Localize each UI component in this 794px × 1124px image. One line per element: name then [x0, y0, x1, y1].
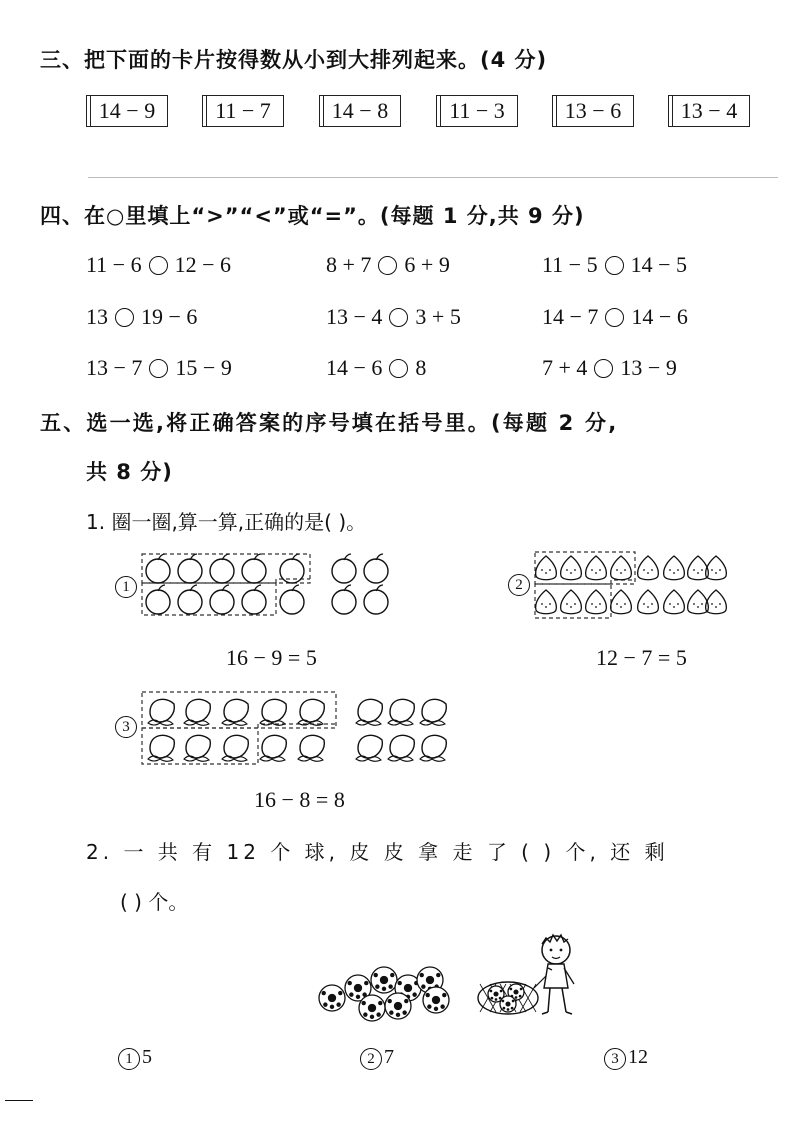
apple-icon — [210, 554, 234, 583]
comparison-item — [86, 355, 326, 381]
right-expr: 3 + 5 — [415, 304, 461, 329]
pear-icon — [706, 556, 727, 580]
pear-icon — [611, 556, 632, 580]
answer-circle[interactable] — [378, 256, 397, 275]
answer-circle[interactable] — [115, 308, 134, 327]
comparison-item — [542, 355, 677, 381]
peach-icon — [356, 699, 382, 725]
peach-icon — [260, 699, 286, 725]
pear-icon — [536, 590, 557, 614]
soccer-ball-icon — [423, 987, 449, 1013]
pear-icon — [536, 556, 557, 580]
apple-icon — [210, 585, 234, 614]
answer-circle[interactable] — [605, 256, 624, 275]
section-5-title: 五、选一选,将正确答案的序号填在括号里。(每题 2 分, — [40, 411, 619, 435]
apple-icon — [364, 554, 388, 583]
pear-icon — [664, 556, 685, 580]
soccer-ball-icon — [359, 995, 385, 1021]
section-4-title: 四、在○里填上“>”“<”或“=”。(每题 1 分,共 9 分) — [40, 204, 585, 228]
apple-icon — [242, 554, 266, 583]
apple-icon — [146, 585, 170, 614]
pear-icon — [561, 556, 582, 580]
left-expr: 7 + 4 — [542, 355, 588, 380]
peach-icon — [298, 735, 324, 761]
peach-icon — [356, 735, 382, 761]
answer-circle[interactable] — [149, 256, 168, 275]
card-1[interactable]: 14 − 9 — [86, 95, 168, 127]
pear-icon — [688, 590, 709, 614]
right-expr: 19 − 6 — [141, 304, 198, 329]
section-divider — [88, 177, 778, 178]
peach-icon — [420, 699, 446, 725]
option-2-equation: 12 − 7 = 5 — [596, 645, 687, 670]
choice-1-value: 5 — [142, 1046, 152, 1068]
soccer-ball-icon — [500, 996, 516, 1012]
peach-icon — [148, 699, 174, 725]
answer-circle[interactable] — [389, 359, 408, 378]
card-5[interactable]: 13 − 6 — [552, 95, 634, 127]
apple-icon — [332, 585, 356, 614]
peach-icon — [388, 735, 414, 761]
pear-icon — [688, 556, 709, 580]
section-5-title-cont: 共 8 分) — [86, 460, 173, 484]
answer-circle[interactable] — [605, 308, 624, 327]
right-expr: 14 − 5 — [630, 252, 688, 277]
answer-circle[interactable] — [389, 308, 408, 327]
comparison-row-1 — [86, 252, 687, 278]
comparison-item — [326, 355, 542, 381]
comparison-row-3 — [86, 355, 677, 381]
card-3[interactable]: 14 − 8 — [319, 95, 401, 127]
option-3-equation: 16 − 8 = 8 — [254, 787, 345, 812]
apple-icon — [242, 585, 266, 614]
choice-2-marker: 2 — [360, 1048, 382, 1070]
choice-3-value: 12 — [628, 1046, 648, 1068]
comparison-item — [542, 304, 688, 330]
pear-icon — [586, 556, 607, 580]
peach-icon — [260, 735, 286, 761]
soccer-balls-illustration — [312, 930, 592, 1020]
apple-icon — [332, 554, 356, 583]
peach-icon — [184, 699, 210, 725]
comparison-row-2 — [86, 304, 688, 330]
option-1-equation: 16 − 9 = 5 — [226, 645, 317, 670]
right-expr: 12 − 6 — [174, 252, 232, 277]
left-expr: 14 − 7 — [542, 304, 599, 329]
choice-3-marker: 3 — [604, 1048, 626, 1070]
comparison-item — [542, 252, 687, 278]
option-1-marker: 1 — [115, 576, 137, 598]
pear-icon — [586, 590, 607, 614]
question-2-text-cont: ( ) 个。 — [120, 890, 189, 914]
option-2-marker: 2 — [508, 574, 530, 596]
left-expr: 14 − 6 — [326, 355, 383, 380]
answer-circle[interactable] — [149, 359, 168, 378]
peach-icon — [222, 699, 248, 725]
page-mark — [5, 1100, 33, 1101]
card-2[interactable]: 11 − 7 — [202, 95, 284, 127]
card-6[interactable]: 13 − 4 — [668, 95, 750, 127]
apple-icon — [280, 585, 304, 614]
left-expr: 13 — [86, 304, 108, 329]
pear-icon — [561, 590, 582, 614]
apples-illustration — [140, 552, 400, 622]
right-expr: 15 − 9 — [175, 355, 232, 380]
peach-icon — [298, 699, 324, 725]
choice-2-value: 7 — [384, 1046, 394, 1068]
apple-icon — [178, 585, 202, 614]
right-expr: 14 − 6 — [631, 304, 688, 329]
comparison-item — [86, 304, 326, 330]
pear-icon — [638, 590, 659, 614]
left-expr: 11 − 5 — [542, 252, 598, 277]
pear-icon — [638, 556, 659, 580]
peaches-illustration — [140, 690, 460, 768]
pears-illustration — [534, 550, 724, 622]
peach-icon — [420, 735, 446, 761]
left-expr: 13 − 7 — [86, 355, 143, 380]
comparison-item — [326, 304, 542, 330]
section-3-title: 三、把下面的卡片按得数从小到大排列起来。(4 分) — [40, 48, 548, 72]
left-expr: 8 + 7 — [326, 252, 372, 277]
apple-icon — [364, 585, 388, 614]
comparison-item — [326, 252, 542, 278]
choice-1-marker: 1 — [118, 1048, 140, 1070]
soccer-ball-icon — [371, 967, 397, 993]
peach-icon — [388, 699, 414, 725]
right-expr: 6 + 9 — [404, 252, 450, 277]
soccer-ball-icon — [385, 993, 411, 1019]
question-2-text: 2. 一 共 有 12 个 球, 皮 皮 拿 走 了 ( ) 个, 还 剩 — [86, 840, 669, 864]
pear-icon — [706, 590, 727, 614]
pear-icon — [664, 590, 685, 614]
pear-icon — [611, 590, 632, 614]
apple-icon — [178, 554, 202, 583]
answer-circle[interactable] — [594, 359, 613, 378]
option-3-marker: 3 — [115, 716, 137, 738]
left-expr: 11 − 6 — [86, 252, 142, 277]
comparison-item — [86, 252, 326, 278]
question-1-text: 1. 圈一圈,算一算,正确的是( )。 — [86, 510, 367, 534]
peach-icon — [148, 735, 174, 761]
apple-icon — [280, 554, 304, 583]
peach-icon — [222, 735, 248, 761]
right-expr: 13 − 9 — [620, 355, 677, 380]
peach-icon — [184, 735, 210, 761]
right-expr: 8 — [415, 355, 427, 380]
apple-icon — [146, 554, 170, 583]
boy-icon — [542, 935, 574, 1014]
left-expr: 13 − 4 — [326, 304, 383, 329]
soccer-ball-icon — [319, 985, 345, 1011]
card-4[interactable]: 11 − 3 — [436, 95, 518, 127]
